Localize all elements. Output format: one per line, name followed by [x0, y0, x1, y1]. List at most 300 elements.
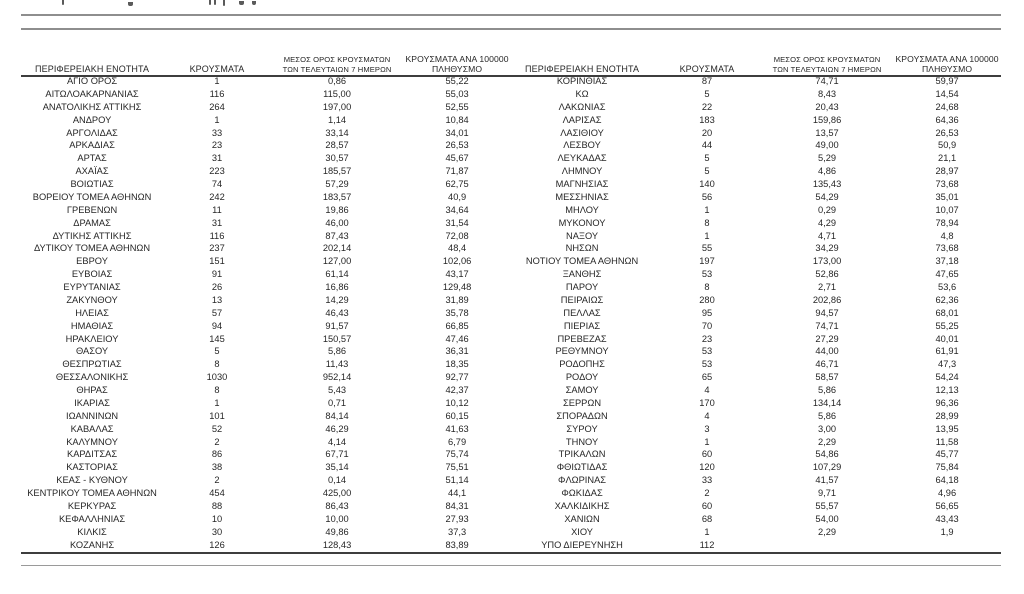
region-cell: ΞΑΝΘΗΣ	[562, 269, 602, 280]
region-cell: ΚΕΦΑΛΛΗΝΙΑΣ	[58, 513, 126, 524]
region-cell: ΚΩ	[575, 88, 589, 99]
per100k-cell: 68,01	[935, 307, 959, 318]
per100k-cell: 4,96	[938, 488, 957, 498]
cases-cell: 280	[699, 294, 715, 305]
avg7-cell: 54,86	[815, 449, 839, 460]
cases-cell: 1	[704, 436, 710, 447]
per100k-cell: 47,46	[445, 333, 469, 344]
column-header-label-line1: ΚΡΟΥΣΜΑΤΑ ΑΝΑ 100000	[405, 53, 509, 64]
cases-cell: 53	[701, 269, 713, 280]
region-cell: ΚΟΡΙΝΘΙΑΣ	[556, 76, 608, 86]
avg7-cell: 952,14	[322, 372, 352, 383]
clipped-text-fragment	[128, 2, 133, 6]
region-cell: ΚΑΛΥΜΝΟΥ	[66, 436, 118, 447]
cases-cell: 13	[211, 294, 223, 305]
per100k-cell: 45,67	[445, 153, 469, 164]
avg7-cell: 34,29	[815, 243, 839, 254]
region-cell: ΝΟΤΙΟΥ ΤΟΜΕΑ ΑΘΗΝΩΝ	[525, 256, 639, 267]
avg7-cell: 5,43	[327, 385, 347, 395]
per100k-cell: 96,36	[935, 397, 959, 408]
avg7-cell: 49,00	[815, 140, 839, 151]
avg7-cell: 202,14	[322, 243, 352, 254]
avg7-cell: 4,71	[817, 230, 837, 241]
avg7-cell: 54,00	[815, 513, 839, 524]
table-left-half	[21, 41, 511, 551]
per100k-cell: 10,12	[445, 397, 469, 408]
region-cell: ΗΡΑΚΛΕΙΟΥ	[65, 333, 119, 344]
cases-cell: 8	[704, 282, 710, 292]
avg7-cell: 33,14	[325, 127, 349, 138]
avg7-cell: 5,86	[817, 385, 837, 395]
cases-cell: 33	[701, 475, 713, 486]
column-header-label: ΠΕΡΙΦΕΡΕΙΑΚΗ ΕΝΟΤΗΤΑ	[525, 63, 640, 74]
cases-cell: 242	[209, 191, 225, 202]
region-cell: ΥΠΟ ΔΙΕΡΕΥΝΗΣΗ	[541, 539, 623, 550]
per100k-cell: 60,15	[445, 410, 469, 421]
region-cell: ΒΟΙΩΤΙΑΣ	[70, 179, 114, 189]
cases-cell: 38	[211, 462, 223, 473]
cases-cell: 1	[214, 114, 220, 125]
clipped-text-fragment	[209, 0, 211, 5]
region-cell: ΠΕΛΛΑΣ	[563, 307, 601, 318]
cases-cell: 88	[211, 500, 223, 511]
per100k-cell: 21,1	[938, 153, 957, 164]
cases-cell: 4	[704, 410, 710, 421]
cases-cell: 1	[704, 230, 710, 241]
cases-cell: 112	[699, 539, 715, 550]
per100k-cell: 71,87	[445, 166, 469, 177]
region-cell: ΙΚΑΡΙΑΣ	[74, 397, 110, 408]
cases-cell: 151	[209, 256, 225, 267]
avg7-cell: 46,00	[325, 217, 349, 228]
cases-cell: 145	[209, 333, 225, 344]
per100k-cell: 55,03	[445, 88, 469, 99]
per100k-cell: 44,1	[448, 488, 467, 498]
cases-cell: 454	[209, 488, 225, 498]
region-cell: ΡΕΘΥΜΝΟΥ	[555, 346, 609, 357]
region-cell: ΜΥΚΟΝΟΥ	[558, 217, 606, 228]
cases-cell: 2	[214, 436, 220, 447]
region-cell: ΛΕΣΒΟΥ	[563, 140, 601, 151]
avg7-cell: 4,86	[817, 166, 837, 177]
avg7-cell: 30,57	[325, 153, 349, 164]
per100k-cell: 64,18	[935, 475, 959, 486]
region-cell: ΖΑΚΥΝΘΟΥ	[66, 294, 118, 305]
cases-cell: 223	[209, 166, 225, 177]
cases-cell: 44	[701, 140, 713, 151]
bottom-rule-dark	[21, 552, 1001, 554]
per100k-cell: 73,68	[935, 243, 959, 254]
region-cell: ΘΕΣΠΡΩΤΙΑΣ	[62, 359, 122, 370]
per100k-cell: 47,3	[938, 359, 957, 370]
bottom-rule-gray	[21, 565, 1001, 566]
avg7-cell: 0,71	[327, 397, 347, 408]
cases-cell: 8	[214, 359, 220, 370]
cases-cell: 53	[701, 359, 713, 370]
per100k-cell: 54,24	[935, 372, 959, 383]
cases-cell: 23	[701, 333, 713, 344]
avg7-cell: 57,29	[325, 179, 349, 189]
cases-cell: 5	[704, 88, 710, 99]
cases-cell: 197	[699, 256, 715, 267]
avg7-cell: 197,00	[322, 101, 352, 112]
cases-cell: 8	[704, 217, 710, 228]
clipped-text-fragment	[223, 0, 225, 6]
per100k-cell: 75,51	[445, 462, 469, 473]
cases-cell: 140	[699, 179, 715, 189]
region-cell: ΚΕΡΚΥΡΑΣ	[67, 500, 117, 511]
per100k-cell: 41,63	[445, 423, 469, 434]
region-cell: ΣΕΡΡΩΝ	[563, 397, 602, 408]
avg7-cell: 2,29	[817, 526, 837, 537]
cases-cell: 53	[701, 346, 713, 357]
per100k-cell: 43,43	[935, 513, 959, 524]
table-right-half	[511, 41, 1001, 551]
region-cell: ΛΑΣΙΘΙΟΥ	[560, 127, 604, 138]
per100k-cell: 27,93	[445, 513, 469, 524]
avg7-cell: 14,29	[325, 294, 349, 305]
avg7-cell: 4,14	[327, 436, 347, 447]
region-cell: ΑΝΔΡΟΥ	[72, 114, 112, 125]
region-cell: ΑΝΑΤΟΛΙΚΗΣ ΑΤΤΙΚΗΣ	[42, 101, 142, 112]
avg7-cell: 94,57	[815, 307, 839, 318]
per100k-cell: 62,75	[445, 179, 469, 189]
per100k-cell: 18,35	[445, 359, 469, 370]
per100k-cell: 35,78	[445, 307, 469, 318]
avg7-cell: 159,86	[812, 114, 842, 125]
cases-cell: 264	[209, 101, 225, 112]
per100k-cell: 28,99	[935, 410, 959, 421]
column-header-label: ΠΕΡΙΦΕΡΕΙΑΚΗ ΕΝΟΤΗΤΑ	[35, 63, 150, 74]
per100k-cell: 4,8	[940, 230, 954, 241]
per100k-cell: 37,3	[448, 526, 467, 537]
per100k-cell: 42,37	[445, 385, 469, 395]
cases-cell: 1	[704, 204, 710, 215]
per100k-cell: 59,97	[935, 76, 959, 86]
avg7-cell: 67,71	[325, 449, 349, 460]
cases-cell: 5	[214, 346, 220, 357]
region-cell: ΚΑΣΤΟΡΙΑΣ	[66, 462, 118, 473]
regional-cases-table	[21, 41, 1001, 551]
avg7-cell: 135,43	[812, 179, 842, 189]
avg7-cell: 58,57	[815, 372, 839, 383]
avg7-cell: 202,86	[812, 294, 842, 305]
region-cell: ΘΑΣΟΥ	[75, 346, 109, 357]
avg7-cell: 183,57	[322, 191, 352, 202]
column-header-avg7	[761, 41, 893, 75]
per100k-cell: 13,95	[935, 423, 959, 434]
per100k-cell: 10,07	[935, 204, 959, 215]
cases-cell: 11	[212, 204, 222, 215]
region-cell: ΗΛΕΙΑΣ	[75, 307, 109, 318]
avg7-cell: 74,71	[815, 320, 839, 331]
avg7-cell: 86,43	[325, 500, 349, 511]
column-header-label: ΚΡΟΥΣΜΑΤΑ	[679, 63, 735, 74]
column-header-label-line1: ΚΡΟΥΣΜΑΤΑ ΑΝΑ 100000	[895, 53, 999, 64]
region-cell: ΛΑΡΙΣΑΣ	[562, 114, 602, 125]
avg7-cell: 150,57	[322, 333, 352, 344]
per100k-cell: 24,68	[935, 101, 959, 112]
per100k-cell: 84,31	[445, 500, 469, 511]
avg7-cell: 3,00	[817, 423, 837, 434]
region-cell: ΚΑΒΑΛΑΣ	[70, 423, 114, 434]
clipped-text-fragment	[252, 1, 256, 5]
region-cell: ΑΡΓΟΛΙΔΑΣ	[66, 127, 118, 138]
per100k-cell: 51,14	[445, 475, 469, 486]
column-header-label: ΚΡΟΥΣΜΑΤΑ	[189, 63, 245, 74]
per100k-cell: 28,97	[935, 166, 959, 177]
cases-cell: 8	[214, 385, 220, 395]
cases-cell: 1030	[206, 372, 228, 383]
region-cell: ΧΑΛΚΙΔΙΚΗΣ	[554, 500, 610, 511]
avg7-cell: 41,57	[815, 475, 839, 486]
per100k-cell: 11,58	[935, 436, 959, 447]
cases-cell: 116	[209, 88, 225, 99]
cases-cell: 170	[699, 397, 715, 408]
region-cell: ΔΥΤΙΚΗΣ ΑΤΤΙΚΗΣ	[52, 230, 132, 241]
region-cell: ΑΙΤΩΛΟΑΚΑΡΝΑΝΙΑΣ	[45, 88, 139, 99]
per100k-cell: 34,64	[445, 204, 469, 215]
per100k-cell: 48,4	[448, 243, 467, 254]
per100k-cell: 6,79	[448, 436, 467, 447]
per100k-cell: 61,91	[935, 346, 959, 357]
region-cell: ΙΩΑΝΝΙΝΩΝ	[65, 410, 119, 421]
cases-cell: 57	[211, 307, 223, 318]
table-rows-right	[511, 75, 1001, 551]
column-header-label-line2: ΠΛΗΘΥΣΜΟ	[921, 64, 973, 75]
column-header-per100k	[403, 41, 511, 75]
region-cell: ΦΩΚΙΔΑΣ	[561, 488, 603, 498]
avg7-cell: 9,71	[817, 488, 837, 498]
region-cell: ΤΗΝΟΥ	[565, 436, 599, 447]
region-cell: ΜΑΓΝΗΣΙΑΣ	[555, 179, 609, 189]
region-cell: ΠΡΕΒΕΖΑΣ	[557, 333, 607, 344]
column-header-cases	[163, 41, 271, 75]
per100k-cell: 73,68	[935, 179, 959, 189]
region-cell: ΕΥΒΟΙΑΣ	[71, 269, 113, 280]
region-cell: ΚΙΛΚΙΣ	[77, 526, 107, 537]
region-cell: ΑΡΚΑΔΙΑΣ	[69, 140, 115, 151]
region-cell: ΑΧΑΪΑΣ	[75, 166, 109, 177]
column-header-avg7	[271, 41, 403, 75]
cases-cell: 91	[211, 269, 223, 280]
per100k-cell: 75,84	[935, 462, 959, 473]
per100k-cell: 1,9	[940, 526, 954, 537]
cases-cell: 101	[209, 410, 225, 421]
top-rule-1	[21, 14, 1001, 16]
column-header-label-line1: ΜΕΣΟΣ ΟΡΟΣ ΚΡΟΥΣΜΑΤΩΝ	[283, 55, 391, 65]
column-header-label-line2: ΠΛΗΘΥΣΜΟ	[431, 64, 483, 75]
per100k-cell: 40,9	[448, 191, 467, 202]
column-header-label-line2: ΤΩΝ ΤΕΛΕΥΤΑΙΩΝ 7 ΗΜΕΡΩΝ	[282, 65, 392, 75]
region-cell: ΚΕΝΤΡΙΚΟΥ ΤΟΜΕΑ ΑΘΗΝΩΝ	[27, 488, 157, 498]
per100k-cell: 72,08	[445, 230, 469, 241]
cases-cell: 22	[701, 101, 713, 112]
cases-cell: 56	[701, 191, 713, 202]
column-header-label-line2: ΤΩΝ ΤΕΛΕΥΤΑΙΩΝ 7 ΗΜΕΡΩΝ	[772, 65, 882, 75]
avg7-cell: 84,14	[325, 410, 349, 421]
region-cell: ΠΑΡΟΥ	[565, 282, 599, 292]
avg7-cell: 107,29	[812, 462, 842, 473]
avg7-cell: 87,43	[325, 230, 349, 241]
cases-cell: 26	[211, 282, 223, 292]
cases-cell: 1	[214, 397, 220, 408]
cases-cell: 94	[211, 320, 223, 331]
per100k-cell: 43,17	[445, 269, 469, 280]
region-cell: ΦΘΙΩΤΙΔΑΣ	[556, 462, 608, 473]
region-cell: ΠΙΕΡΙΑΣ	[563, 320, 601, 331]
region-cell: ΧΙΟΥ	[571, 526, 593, 537]
region-cell: ΛΕΥΚΑΔΑΣ	[557, 153, 607, 164]
column-header-per100k	[893, 41, 1001, 75]
region-cell: ΔΥΤΙΚΟΥ ΤΟΜΕΑ ΑΘΗΝΩΝ	[34, 243, 151, 254]
avg7-cell: 128,43	[322, 539, 352, 550]
per100k-cell: 52,55	[445, 101, 469, 112]
avg7-cell: 0,86	[327, 76, 347, 86]
per100k-cell: 31,89	[445, 294, 469, 305]
per100k-cell: 45,77	[935, 449, 959, 460]
cases-cell: 55	[701, 243, 713, 254]
region-cell: ΛΗΜΝΟΥ	[561, 166, 603, 177]
avg7-cell: 5,86	[327, 346, 347, 357]
region-cell: ΑΓΙΟ ΟΡΟΣ	[66, 76, 118, 86]
avg7-cell: 35,14	[325, 462, 349, 473]
region-cell: ΑΡΤΑΣ	[77, 153, 107, 164]
column-header-region	[511, 41, 653, 75]
cases-cell: 5	[704, 166, 710, 177]
column-header-region	[21, 41, 163, 75]
avg7-cell: 0,14	[327, 475, 347, 486]
clipped-text-fragment	[214, 0, 216, 5]
table-header-left	[21, 41, 511, 75]
region-cell: ΦΛΩΡΙΝΑΣ	[558, 475, 607, 486]
cases-cell: 2	[214, 475, 220, 486]
region-cell: ΣΑΜΟΥ	[565, 385, 599, 395]
avg7-cell: 27,29	[815, 333, 839, 344]
region-cell: ΤΡΙΚΑΛΩΝ	[558, 449, 606, 460]
per100k-cell: 12,13	[935, 385, 959, 395]
clipped-text-fragment	[62, 0, 64, 5]
cases-cell: 74	[211, 179, 223, 189]
per100k-cell: 66,85	[445, 320, 469, 331]
avg7-cell: 61,14	[325, 269, 349, 280]
column-header-label-line1: ΜΕΣΟΣ ΟΡΟΣ ΚΡΟΥΣΜΑΤΩΝ	[773, 55, 881, 65]
region-cell: ΜΗΛΟΥ	[565, 204, 599, 215]
per100k-cell: 55,22	[445, 76, 469, 86]
cases-cell: 1	[214, 76, 220, 86]
cases-cell: 5	[704, 153, 710, 164]
cases-cell: 60	[701, 449, 713, 460]
cases-cell: 87	[701, 76, 713, 86]
per100k-cell: 102,06	[442, 256, 472, 267]
cases-cell: 31	[211, 153, 223, 164]
cases-cell: 4	[704, 385, 710, 395]
per100k-cell: 35,01	[935, 191, 959, 202]
avg7-cell	[761, 539, 893, 552]
region-cell: ΡΟΔΟΠΗΣ	[559, 359, 605, 370]
region-cell: ΧΑΝΙΩΝ	[564, 513, 600, 524]
top-rule-2	[21, 28, 1001, 30]
region-cell: ΛΑΚΩΝΙΑΣ	[558, 101, 606, 112]
table-header-right	[511, 41, 1001, 75]
avg7-cell: 44,00	[815, 346, 839, 357]
avg7-cell: 54,29	[815, 191, 839, 202]
cases-cell: 33	[211, 127, 223, 138]
cases-cell: 126	[209, 539, 225, 550]
region-cell: ΒΟΡΕΙΟΥ ΤΟΜΕΑ ΑΘΗΝΩΝ	[32, 191, 152, 202]
per100k-cell: 36,31	[445, 346, 469, 357]
cases-cell: 3	[704, 423, 710, 434]
avg7-cell: 10,00	[325, 513, 349, 524]
avg7-cell: 4,29	[817, 217, 837, 228]
region-cell: ΡΟΔΟΥ	[565, 372, 599, 383]
column-header-cases	[653, 41, 761, 75]
cases-cell: 116	[209, 230, 225, 241]
avg7-cell: 2,29	[817, 436, 837, 447]
avg7-cell: 0,29	[817, 204, 837, 215]
per100k-cell	[893, 539, 1001, 552]
per100k-cell: 129,48	[442, 282, 472, 292]
cases-cell: 2	[704, 488, 710, 498]
avg7-cell: 134,14	[812, 397, 842, 408]
cases-cell: 95	[701, 307, 713, 318]
avg7-cell: 20,43	[815, 101, 839, 112]
avg7-cell: 115,00	[323, 88, 351, 99]
avg7-cell: 5,29	[817, 153, 837, 164]
avg7-cell: 91,57	[325, 320, 349, 331]
cases-cell: 10	[211, 513, 223, 524]
avg7-cell: 74,71	[815, 76, 839, 86]
avg7-cell: 46,29	[325, 423, 349, 434]
cases-cell: 1	[704, 526, 710, 537]
cases-cell: 237	[209, 243, 225, 254]
avg7-cell: 19,86	[325, 204, 349, 215]
avg7-cell: 11,43	[325, 359, 349, 370]
per100k-cell: 55,25	[935, 320, 959, 331]
per100k-cell: 83,89	[445, 539, 469, 550]
per100k-cell: 26,53	[445, 140, 469, 151]
region-cell: ΘΗΡΑΣ	[76, 385, 108, 395]
cases-cell: 86	[211, 449, 223, 460]
table-rows-left	[21, 75, 511, 551]
avg7-cell: 425,00	[322, 488, 352, 498]
cases-cell: 30	[211, 526, 223, 537]
region-cell: ΕΥΡΥΤΑΝΙΑΣ	[63, 282, 121, 292]
region-cell: ΣΥΡΟΥ	[566, 423, 598, 434]
region-cell: ΗΜΑΘΙΑΣ	[70, 320, 114, 331]
avg7-cell: 173,00	[812, 256, 842, 267]
avg7-cell: 16,86	[325, 282, 349, 292]
region-cell: ΕΒΡΟΥ	[76, 256, 108, 267]
per100k-cell: 56,65	[935, 500, 959, 511]
per100k-cell: 37,18	[935, 256, 959, 267]
avg7-cell: 46,71	[815, 359, 839, 370]
region-cell: ΠΕΙΡΑΙΩΣ	[560, 294, 604, 305]
cases-cell: 70	[701, 320, 713, 331]
per100k-cell: 50,9	[938, 140, 957, 151]
region-cell: ΚΑΡΔΙΤΣΑΣ	[67, 449, 118, 460]
per100k-cell: 92,77	[445, 372, 469, 383]
region-cell: ΣΠΟΡΑΔΩΝ	[556, 410, 608, 421]
per100k-cell: 53,6	[938, 282, 957, 292]
cases-cell: 68	[701, 513, 713, 524]
per100k-cell: 14,54	[935, 88, 959, 99]
avg7-cell: 52,86	[815, 269, 839, 280]
cases-cell: 65	[701, 372, 713, 383]
region-cell: ΝΑΞΟΥ	[566, 230, 599, 241]
per100k-cell: 64,36	[935, 114, 959, 125]
region-cell: ΜΕΣΣΗΝΙΑΣ	[555, 191, 609, 202]
